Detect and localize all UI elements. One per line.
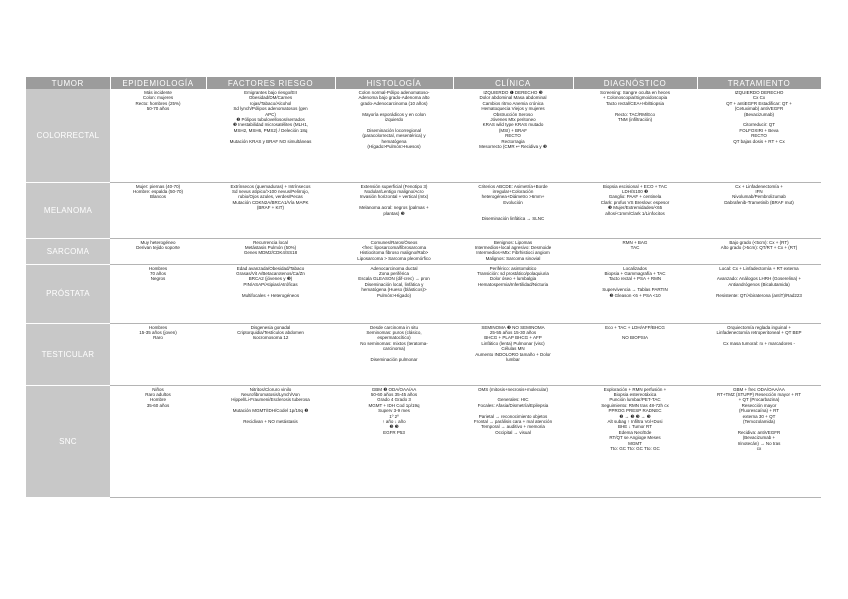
cell-factores <box>206 385 335 497</box>
cell-line: Cx Cx <box>752 95 766 101</box>
cell-line: Raro <box>153 335 163 341</box>
cell-line: Parietal → reconocimiento objetos <box>478 413 548 419</box>
cell-line: (Temozolamida) <box>742 418 775 424</box>
cell-line: Recurrencia local <box>253 239 288 245</box>
cell-line: Adenocarcinoma ductal <box>370 265 418 271</box>
cell-clinica <box>453 89 573 182</box>
cell-line: Extensión superficial (Fenotipo 3) <box>360 183 428 189</box>
cell-line: Nodular/Lentigo maligno/Acro <box>364 188 424 194</box>
cell-line: Hombres <box>148 265 168 271</box>
cell-line: Liposarcoma > Sarcoma pleomórfico <box>357 255 431 261</box>
cell-diagnostico <box>573 89 697 182</box>
tumor-label: MELANOMA <box>26 182 110 238</box>
cell-line: irregular+Coloración <box>492 188 534 194</box>
cell-line: Zona periférica <box>378 270 409 276</box>
cell-line: Intermedios+Mtx: Fibrhistioci angiom <box>476 250 550 256</box>
cell-line: KRAS wild type KRAS mutado <box>482 122 544 128</box>
cell-line: años/<1mm/Clark 1/Linfocitos <box>605 210 665 216</box>
cell-histologia <box>335 264 453 323</box>
cell-line: Benignos: Lipomas <box>493 239 533 245</box>
table-row <box>26 89 821 182</box>
table-row <box>26 264 821 323</box>
cell-line: Aumento INDOLORO tamaño + Dolor <box>475 351 551 357</box>
cell-line: Frontal → parálisis cara + mal atención <box>473 418 553 424</box>
cell-line: Superv 3-9 mes <box>378 408 410 414</box>
cell-line: ❸ Pólipos tubulovellosos/serrados <box>236 117 305 123</box>
cell-line: Irinotecán) → No tras <box>737 440 781 446</box>
cell-line: ❸ ❸ <box>389 424 399 430</box>
cell-factores <box>206 89 335 182</box>
cell-line: Occipital → visual <box>495 429 531 435</box>
cell-line: Dabrafenib-Trametinib (BRAF mut) <box>724 199 794 205</box>
cell-line: Obstrucción Seroso <box>493 111 533 117</box>
cell-line: cx <box>756 445 762 451</box>
cell-line: carcinoma) <box>382 346 406 352</box>
cell-line: Hippel/Li-Fraumeni/Esclerosis tuberosa <box>231 397 310 403</box>
cell-line: RECTO <box>751 133 767 139</box>
cell-line: Células MN <box>501 346 525 352</box>
cell-epidemiologia <box>110 238 206 264</box>
cell-line: Mujer: piernas (40-70) <box>135 183 181 189</box>
cell-line: Avanzado: Análogos LHRH (Goserelina) + <box>716 276 802 282</box>
cell-factores <box>206 182 335 238</box>
cell-line: Localizados <box>623 265 647 271</box>
cell-clinica <box>453 238 573 264</box>
cell-line: RT/QT se Angioge Meses <box>609 435 661 441</box>
cell-line: Transición: sd prostático/polaquiuria <box>477 270 549 276</box>
cell-line: izquierdo <box>384 117 404 123</box>
cell-line: BHCG + PLAP BHCG + AFP <box>484 335 542 341</box>
cell-epidemiologia <box>110 385 206 497</box>
tumor-label: SARCOMA <box>26 238 110 264</box>
cell-line: heterogénea+Diámetro >6mm+ <box>481 194 545 200</box>
cell-line: Antiandrógenos (Bicalutamida) <box>728 281 790 287</box>
cell-line: PPROG PRESP RADNEC <box>608 408 662 414</box>
cell-line: 35-60 años <box>146 402 170 408</box>
cell-tratamiento <box>697 89 821 182</box>
cell-line: No seminomas: mixtos (teratoma- <box>360 340 428 346</box>
cell-line: Rectorragia <box>501 138 525 144</box>
cell-line: ❸ Mujer/Extremidades/<65 <box>607 205 663 211</box>
cell-line: (MSI) + BRAF <box>498 127 528 133</box>
tumor-label: COLORRECTAL <box>26 89 110 182</box>
cell-line: Extrínsecos (quemaduras) + Intrínsecos <box>230 183 311 189</box>
cell-line: Evolución <box>503 199 523 205</box>
cell-line: Mutación MGMT/IDH/Codel 1p/19q ❸ <box>232 408 309 414</box>
cell-line: IZQUIERDO DERECHO <box>734 90 784 95</box>
table-row <box>26 385 821 497</box>
cell-diagnostico <box>573 385 697 497</box>
header-tratamiento: TRATAMIENTO <box>697 77 821 89</box>
cell-line: Hematospermia/Infertilidad/Nicturia <box>477 281 549 287</box>
cell-line: Hombres <box>148 324 168 330</box>
cell-line: QT + antiEGFR Estadificar: QT + <box>726 100 792 106</box>
cell-line: Orquiectomía reglada inguinal + <box>727 324 791 330</box>
cell-line: Muy heterogéneo <box>140 239 176 245</box>
cell-line: Colon normal-Pólipo adenomatoso- <box>358 90 430 95</box>
cell-line: Niños <box>152 386 164 392</box>
cell-line: Resección mayor <box>741 402 777 408</box>
cell-line: Biopsia estereotáxica <box>613 391 657 397</box>
cell-histologia <box>335 385 453 497</box>
cell-line: lumbar <box>506 356 520 362</box>
tumor-label: PRÓSTATA <box>26 264 110 323</box>
cell-diagnostico <box>573 264 697 323</box>
cell-line: PIN/ASAP/Atipias/Atróficas <box>243 281 298 287</box>
cell-line: hematógena <box>381 138 407 144</box>
cell-line: IFN <box>755 188 763 194</box>
cell-line: Melanoma acral: negros (palmas + <box>359 205 429 211</box>
cell-histologia <box>335 323 453 385</box>
cell-tratamiento <box>697 182 821 238</box>
cell-line: Tacto rectal/CEA+Hb/Biopsia <box>606 100 664 106</box>
cell-line: Mayoría esporádicos y en colon <box>362 111 426 117</box>
cell-histologia <box>335 182 453 238</box>
cell-line: (Hígado>Pulmón>Huesos) <box>367 144 421 150</box>
cell-line: Grado 4 Grado 3 <box>377 397 411 403</box>
header-tumor: TUMOR <box>26 77 110 89</box>
cell-line: (paracolorrectal, mesentérica) y <box>362 133 426 139</box>
cell-line: OMS (mitosis+necrosis+molecular) <box>477 386 549 392</box>
cell-line: Generales: HIC <box>497 397 529 403</box>
cell-factores <box>206 323 335 385</box>
cell-line: Negros <box>150 276 166 282</box>
cell-clinica <box>453 264 573 323</box>
cell-line: rojas/Tabaco/Alcohol <box>249 100 292 106</box>
header-row <box>26 77 821 89</box>
cell-line: APC) <box>265 111 276 117</box>
cell-line: Isocromosoma 12 <box>252 335 289 341</box>
cell-line: Genes MDM2/CDK4/SS18 <box>243 250 298 256</box>
cell-line: Seminomas: puros (clásico, <box>366 329 422 335</box>
cell-line: Edema Nec/Ede <box>618 429 652 435</box>
cell-line: 70 años <box>149 270 166 276</box>
cell-tratamiento <box>697 264 821 323</box>
cell-line: Desde carcinoma in situ <box>369 324 419 330</box>
cell-line: Cx + Linfadenectomía + <box>735 183 783 189</box>
cell-line: ❸ Inestabilidad microsatélites (MLH1, <box>232 122 309 128</box>
cell-line: QT bajas dosis + RT + Cx <box>733 138 785 144</box>
cell-line: Resistente: QT/Abiraterona (antiT)/Rad223 <box>716 292 802 298</box>
header-clinica: CLÍNICA <box>453 77 573 89</box>
cell-line: Tacto rectal + PSA + RMN <box>608 276 662 282</box>
cell-line: grado-Adenocarcinoma (10 años) <box>360 100 428 106</box>
cell-line: TNM (infiltración) <box>617 117 653 123</box>
cell-line: Linfático (lenta) Pulmonar (visc) <box>481 340 545 346</box>
cell-epidemiologia <box>110 89 206 182</box>
table-body <box>26 89 821 497</box>
summary-sheet <box>26 77 821 498</box>
cell-line: Intermedios+local agresivo: Desmoide <box>474 244 552 250</box>
cell-line: Colon: mujeres <box>142 95 174 101</box>
cell-tratamiento <box>697 385 821 497</box>
cell-line: Periférico: asintomático <box>489 265 537 271</box>
cell-line: Jóvenes Mtx peritoneo <box>490 117 536 123</box>
cell-line: Focales: Afasia/Dismetría/Epilepsia <box>477 402 549 408</box>
cell-line: MSH2, MSH6, PMS2) / Deleción 18q <box>233 127 308 133</box>
cell-line: Recto: TAC/RM/Eco <box>614 111 656 117</box>
cell-histologia <box>335 238 453 264</box>
cell-line: Hombre <box>149 397 166 403</box>
cell-epidemiologia <box>110 182 206 238</box>
cell-line: GBM + frec ODA/OAA/AA <box>733 386 785 392</box>
cell-line: Recto: hombres (25%) <box>135 100 181 106</box>
cell-line: GBM ❸ ODA/OAA/AA <box>371 386 417 392</box>
cell-line: Comunes/Raros/Óseos <box>370 239 418 245</box>
cell-line: BHE ↓ Tumor RT <box>618 424 652 430</box>
cell-line: 50-60 años 35-45 años <box>370 391 418 397</box>
cell-line: Nitritos/Cloruro vinilo <box>249 386 292 392</box>
cell-line: Mutación CDKN2A/BRCA1/Vía MAPK <box>232 199 309 205</box>
cell-tratamiento <box>697 323 821 385</box>
cell-line: MGMT <box>628 440 642 446</box>
cell-line: Temporal → auditivo + memoria <box>481 424 545 430</box>
cell-diagnostico <box>573 323 697 385</box>
cell-line: Supervivencia → Tablas PARTIN <box>602 287 668 293</box>
cell-line: Biopsia + Gammagrafía + TAC <box>604 270 666 276</box>
cell-line: ❸ → ❸ ❸ → ❸ <box>619 413 651 419</box>
cell-line: Disgenesia gonadal <box>250 324 291 330</box>
cell-line: Recidiva: antiVEGFR <box>737 429 781 435</box>
cell-factores <box>206 238 335 264</box>
cell-line: Mesorrecto (CMR ↩ Recidiva y ❸ <box>479 144 547 150</box>
cell-line: Cambios ritmo Anemia crónica <box>482 100 544 106</box>
cell-line: SEMINOMA ❸ NO SEMINOMA <box>481 324 545 330</box>
cell-line: FOLFOXIRI + Beva <box>739 127 779 133</box>
cell-line: Hematoquecia Viejos y mujeres <box>481 106 545 112</box>
cell-line: Pulmón>Hígado) <box>377 292 411 298</box>
cell-line: Grasas/Vit A/Betacarotenos/Ca/Zn <box>236 270 305 276</box>
table-row <box>26 323 821 385</box>
cell-line: Dolor abdominal Masa abdominal <box>479 95 547 101</box>
cell-line: Hombre: espalda (50-70) <box>132 188 184 194</box>
cell-line: Más incidente <box>144 90 172 95</box>
cell-line: Ganglio: PAAF + centinela <box>608 194 662 200</box>
cell-line: (Fluorescaína) + RT <box>738 408 780 414</box>
cell-line: Raro adultos <box>145 391 171 397</box>
cell-line: Edad avanzada/Obesidad/Tabaco <box>236 265 305 271</box>
cell-line: ↑ año ↓ año <box>382 418 406 424</box>
cell-line: Criptorquidia/Testículos abdomen <box>237 329 304 335</box>
cell-line: Multifocales + Heterogéneos <box>241 292 300 298</box>
cell-line: Linfadenectomía retroperitoneal + QT BEP <box>716 329 802 335</box>
cell-line: Emigrantes bajo riesgo/EII <box>244 90 297 95</box>
cell-line: RT+TMZ (STUPP) Resección mayor + RT <box>716 391 802 397</box>
table-row <box>26 182 821 238</box>
cell-line: Alt subag ↑ Infiltra Vol+Dosi <box>607 418 663 424</box>
cell-line: (Cetuximab) antiVEGFR <box>734 106 784 112</box>
cell-line: Clark: profus VS Breslow: espesor <box>600 199 670 205</box>
cell-line: Screening: Sangre oculta en heces <box>599 90 671 95</box>
cell-epidemiologia <box>110 264 206 323</box>
cell-line: BRCA2 (jóvenes y ❸) <box>248 276 293 282</box>
cell-line: 15-35 años (joven) <box>139 329 177 335</box>
cell-line: Malignos: Sarcoma sinovial <box>485 255 541 261</box>
cell-line: Sd lynch/Pólipos adenomatosos (gen <box>233 106 308 112</box>
cell-clinica <box>453 182 573 238</box>
cell-line: LDH/S100 ❸ <box>621 188 649 194</box>
cell-line: MGMT + IDH Cod 1p/19q <box>368 402 420 408</box>
cell-line: Nivolumab/Pembrolizumab <box>732 194 786 200</box>
cell-line: Recidivan + NO metástasis <box>243 418 298 424</box>
cell-diagnostico <box>573 238 697 264</box>
header-histologia: HISTOLOGÍA <box>335 77 453 89</box>
cell-line: RMN + BAG <box>622 239 648 245</box>
cell-line: <frec: liposarcoma/fibrosarcoma <box>361 244 427 250</box>
cell-diagnostico <box>573 182 697 238</box>
cell-line: Histiocitoma fibroso maligno/Rab> <box>359 250 429 256</box>
table-row <box>26 238 821 264</box>
cell-line: EGFR P53 <box>383 429 405 435</box>
oncology-table <box>26 77 822 498</box>
cell-epidemiologia <box>110 323 206 385</box>
cell-clinica <box>453 323 573 385</box>
cell-line: Dolor óseo + lumbalgia <box>489 276 537 282</box>
tumor-label: TESTICULAR <box>26 323 110 385</box>
cell-line: Adenoma bajo grado-Adenoma alto <box>358 95 430 101</box>
cell-line: + QT (Procarbazina) <box>738 397 780 403</box>
cell-line: Bajo grado (<5cm): Cx + (RT) <box>729 239 789 245</box>
cell-line: RECTO <box>505 133 521 139</box>
cell-line: Diseminación pulmonar <box>370 356 418 362</box>
cell-line: Local: Cx + Linfadectomía + RT externa <box>719 265 799 271</box>
header-epidemiologia: EPIDEMIOLOGÍA <box>110 77 206 89</box>
cell-line: Neurofibromatosis/Lynch/Von <box>241 391 300 397</box>
cell-line: espermatocítico) <box>377 335 411 341</box>
cell-clinica <box>453 385 573 497</box>
cell-line: Derivan tejido soporte <box>136 244 180 250</box>
cell-line: Blancos <box>149 194 166 200</box>
cell-line: Criterios ABCDE: Asimetría+Borde <box>478 183 548 189</box>
cell-line: Metástasis Pulmón (50%) <box>244 244 297 250</box>
header-diagnostico: DIAGNÓSTICO <box>573 77 697 89</box>
cell-line: Tto: GC Tto: GC Tto: GC <box>610 445 660 451</box>
tumor-label: SNC <box>26 385 110 497</box>
cell-line: Exploración + RMN perfusión + <box>603 386 667 392</box>
cell-line: Eco + TAC + LDH/AFP/BHCG <box>605 324 665 330</box>
cell-line: IZQUIERDO ❶ DERECHO ❸ <box>483 90 543 95</box>
cell-line: 50-70 años <box>146 106 170 112</box>
cell-line: ❸ Gleason <6 + PSA <10 <box>609 292 661 298</box>
cell-line: (Bevacizumab) <box>743 111 774 117</box>
header-factores-riesgo: FACTORES RIESGO <box>206 77 335 89</box>
cell-line: Diseminación locorregional <box>366 127 422 133</box>
cell-line: rubio/Ojos azules, verdes/Pecas <box>238 194 303 200</box>
cell-histologia <box>335 89 453 182</box>
cell-line: Citorreducir: QT <box>742 122 775 128</box>
cell-line: externa 30 + QT <box>742 413 776 419</box>
cell-line: Sd nevus atípico/>100 nevus/Pelirrojo, <box>232 188 309 194</box>
cell-tratamiento <box>697 238 821 264</box>
cell-line: + Colonoscopia/Sigmoidoscopia <box>602 95 668 101</box>
cell-line: Diseminación linfática → SLNC <box>481 215 545 221</box>
cell-line: NO BIOPSIA <box>621 335 648 341</box>
cell-line: Diseminación local, linfática y <box>364 281 424 287</box>
cell-line: Punción lumbar/PET-TAC <box>609 397 661 403</box>
cell-line: Obesidad/DM/Carnes <box>248 95 293 101</box>
cell-line: Biopsia escisional + ECO + TAC <box>602 183 668 189</box>
cell-line: Cx masa tumoral: rx + marcadores - <box>723 340 795 346</box>
cell-line: (BRAF + KIT) <box>256 205 285 211</box>
cell-line: plantas) ❸ <box>383 210 405 216</box>
cell-line: Escala GLEASON (dif-crec) → pron <box>358 276 430 282</box>
cell-line: 1º 2º <box>389 413 399 419</box>
cell-line: 25-55 años 15-30 años <box>489 329 537 335</box>
cell-line: TAC <box>630 244 640 250</box>
cell-line: (Bevacizumab + <box>742 435 776 441</box>
cell-line: Alto grado (>5cm): QT/RT + Cx + (RT) <box>720 244 798 250</box>
cell-factores <box>206 264 335 323</box>
cell-line: Seguimiento: RMN tras 48-72h cx <box>601 402 669 408</box>
cell-line: Mutación KRAS y BRAF NO simultáneas <box>229 138 312 144</box>
cell-line: Invasión horizontal + vertical (mtx) <box>359 194 429 200</box>
cell-line: hematógena (Hueso (blásticos)> <box>361 287 427 293</box>
